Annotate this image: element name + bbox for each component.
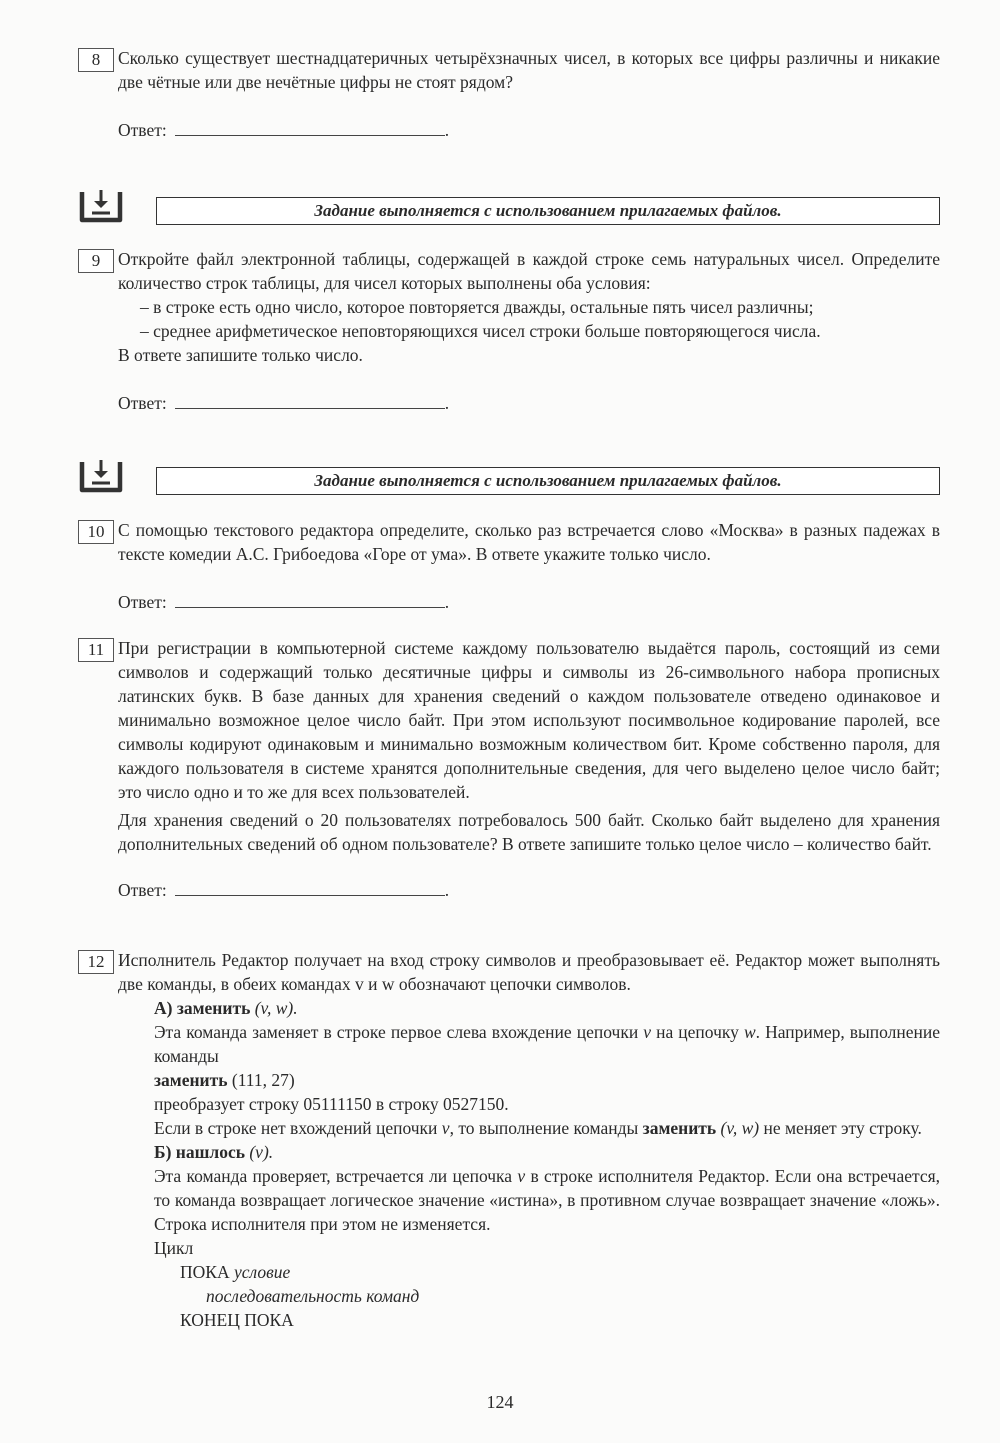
answer-row	[118, 391, 940, 415]
task-9	[78, 247, 940, 415]
answer-row	[118, 590, 940, 614]
text: не меняет эту строку.	[763, 1118, 922, 1138]
answer-dot: .	[444, 592, 450, 612]
answer-field[interactable]	[175, 392, 445, 409]
task-11	[78, 636, 940, 902]
page-number: 124	[486, 1392, 514, 1412]
no-entry-note	[118, 1116, 940, 1140]
task-9-condition-2: – среднее арифметическое неповторяющихся чисел строки больше повторяющегося числа.	[140, 321, 821, 341]
text: в строке исполнителя Редактор. Если она встречается, то команда возвращает логическое значение «истина», в противном случае возвращает значение «ложь». Строка исполнителя при этом не изменяется.	[154, 1166, 941, 1234]
example-args: (111, 27)	[231, 1070, 295, 1090]
answer-label: Ответ:	[118, 120, 167, 140]
task-11-paragraph-2: Для хранения сведений о 20 пользователях потребовалось 500 байт. Сколько байт выделено для хранения дополнительных сведений об одном пользователе? В ответе запишите только целое число – количество байт.	[118, 810, 940, 854]
command-a-args: (v, w).	[254, 998, 298, 1018]
answer-label: Ответ:	[118, 592, 167, 612]
command-a-heading	[118, 996, 940, 1020]
text: Эта команда заменяет в строке первое слева вхождение цепочки	[154, 1022, 639, 1042]
loop-cycle: Цикл	[154, 1238, 194, 1258]
var-w: w	[743, 1022, 756, 1042]
command-b-label: Б) нашлось	[154, 1142, 245, 1162]
example-cmd: заменить	[154, 1070, 228, 1090]
var-v: v	[441, 1118, 450, 1138]
var-v: v	[517, 1166, 526, 1186]
task-11-paragraph-1: При регистрации в компьютерной системе каждому пользователю выдаётся пароль, состоящий из семи символов и содержащий только десятичные цифры и символы из 26-символьного набора прописных латинских букв. В базе данных для хранения сведений о каждом пользователе отведено одинаковое и минимально возможное целое число байт. При этом используют посимвольное кодирование паролей, все символы кодируют одинаковым и минимально возможным количеством бит. Кроме собственно пароля, для каждого пользователя в системе хранятся дополнительные сведения, для чего выделено целое число байт; это число одно и то же для всех пользователей.	[118, 638, 940, 802]
cmd: заменить	[642, 1118, 717, 1138]
command-a-label: А) заменить	[154, 998, 251, 1018]
keyword: ПОКА	[180, 1262, 230, 1282]
text: Если в строке нет вхождений цепочки	[154, 1118, 438, 1138]
download-file-icon	[78, 458, 124, 494]
task-8-text: Сколько существует шестнадцатеричных четырёхзначных чисел, в которых все цифры различны и никакие две чётные или две нечётные цифры не стоят рядом?	[118, 48, 940, 92]
example-result: преобразует строку 05111150 в строку 0527150.	[154, 1094, 509, 1114]
text: на цепочку	[656, 1022, 739, 1042]
task-number: 8	[78, 48, 114, 72]
task-8	[78, 46, 940, 142]
task-12	[78, 948, 940, 1332]
file-banner	[78, 188, 940, 224]
task-9-condition-1: – в строке есть одно число, которое повторяется дважды, остальные пять чисел различны;	[140, 297, 814, 317]
text: . Например, выполнение команды	[154, 1022, 941, 1066]
command-b-heading	[118, 1140, 940, 1164]
task-number: 12	[78, 950, 114, 974]
text: Эта команда проверяет, встречается ли цепочка	[154, 1166, 513, 1186]
file-banner-text: Задание выполняется с использованием прилагаемых файлов.	[156, 467, 940, 495]
loop-body: последовательность команд	[206, 1286, 420, 1306]
condition: условие	[233, 1262, 291, 1282]
answer-dot: .	[444, 393, 450, 413]
answer-field[interactable]	[175, 879, 445, 896]
task-number: 11	[78, 638, 114, 662]
task-12-intro: Исполнитель Редактор получает на вход строку символов и преобразовывает её. Редактор может выполнять две команды, в обеих командах v и w обозначают цепочки символов.	[118, 950, 940, 994]
file-banner-text: Задание выполняется с использованием прилагаемых файлов.	[156, 197, 940, 225]
download-file-icon	[78, 188, 124, 224]
task-text	[118, 518, 940, 566]
loop-while	[118, 1260, 940, 1284]
args: (v, w)	[720, 1118, 760, 1138]
answer-row	[118, 878, 940, 902]
answer-dot: .	[444, 880, 450, 900]
answer-field[interactable]	[175, 591, 445, 608]
example-command	[118, 1068, 940, 1092]
task-number: 10	[78, 520, 114, 544]
task-9-outro: В ответе запишите только число.	[118, 345, 363, 365]
var-v: v	[643, 1022, 652, 1042]
task-10-text: С помощью текстового редактора определите, сколько раз встречается слово «Москва» в разных падежах в тексте комедии А.С. Грибоедова «Горе от ума». В ответе укажите только число.	[118, 520, 940, 564]
task-number: 9	[78, 249, 114, 273]
task-text	[118, 247, 940, 367]
answer-label: Ответ:	[118, 393, 167, 413]
task-text	[118, 948, 940, 1332]
answer-label: Ответ:	[118, 880, 167, 900]
text: , то выполнение команды	[449, 1118, 639, 1138]
task-text	[118, 636, 940, 856]
file-banner	[78, 458, 940, 494]
task-text	[118, 46, 940, 94]
task-9-intro: Откройте файл электронной таблицы, содержащей в каждой строке семь натуральных чисел. Определите количество строк таблицы, для чисел которых выполнены оба условия:	[118, 249, 940, 293]
answer-row	[118, 118, 940, 142]
command-a-description	[118, 1020, 940, 1068]
loop-end: КОНЕЦ ПОКА	[180, 1310, 294, 1330]
command-b-args: (v).	[249, 1142, 274, 1162]
task-10	[78, 518, 940, 614]
command-b-description	[118, 1164, 940, 1236]
answer-dot: .	[444, 120, 450, 140]
answer-field[interactable]	[175, 119, 445, 136]
